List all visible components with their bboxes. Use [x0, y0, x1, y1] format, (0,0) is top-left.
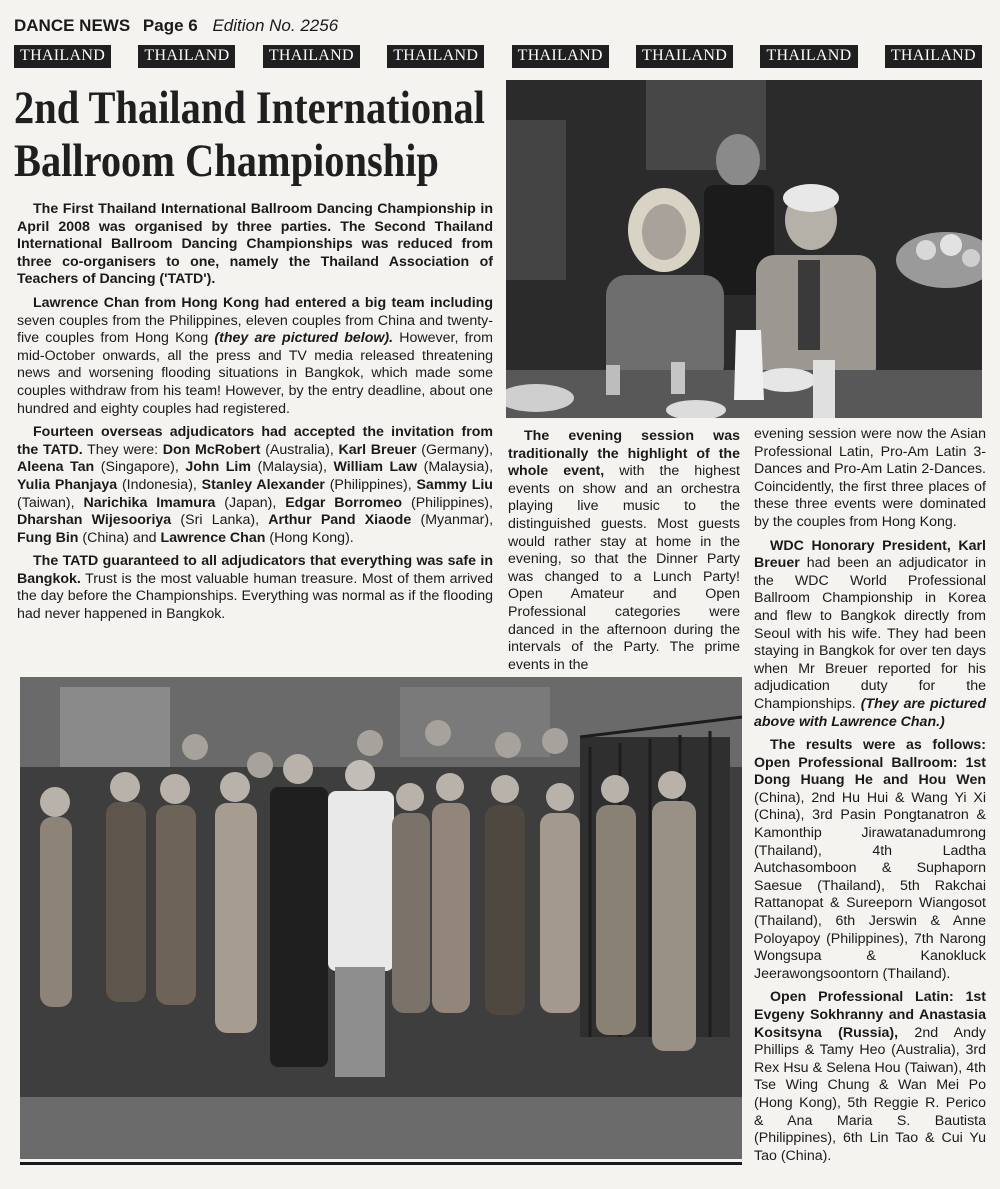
- page-bottom-rule: [20, 1162, 742, 1165]
- intro-text: The First Thailand International Ballroom Dancing Championship in April 2008 was organised by three parties. The Second Thailand International Ballroom Dancing Championships was reduced from three co-organisers to one, namely the Thailand Association of Teachers of Dancing ('TATD').: [17, 201, 493, 288]
- adjudicator-country: (Philippines): [329, 476, 408, 493]
- adjudicator-country: (Indonesia): [121, 476, 193, 493]
- adjudicator-name: John Lim: [185, 459, 251, 476]
- adjudicator-country: (Myanmar): [420, 512, 490, 529]
- page-number: Page 6: [142, 16, 198, 35]
- country-tag: THAILAND: [760, 45, 857, 68]
- country-tag: THAILAND: [263, 45, 360, 68]
- latin-results-text: 2nd Andy Phillips & Tamy Heo (Australia), 3rd Rex Hsu & Selena Hou (Taiwan), 4th Tse Wing Chung & Wan Mei Po (Hong Kong), 5th Reggie R. Perico & Ana Maria S. Bautista (Philippines), 6th Lin Tao & Cui Yu Tao (China).: [754, 1024, 986, 1164]
- safety-text: Trust is the most valuable human treasure. Most of them arrived the day before the Championships. Everything was normal as if the flooding had never happened in Bangkok.: [17, 570, 493, 623]
- adjudicator-country: (Philippines): [410, 494, 490, 511]
- breuer-paragraph: [754, 538, 986, 732]
- country-tag-bar: [14, 45, 982, 68]
- adjudicator-name: Fung Bin: [17, 529, 79, 546]
- article-headline: [14, 82, 485, 188]
- evening-paragraph: [508, 428, 740, 674]
- adjudicator-name: Yulia Phanjaya: [17, 476, 118, 493]
- country-tag: THAILAND: [885, 45, 982, 68]
- evening-continued-paragraph: evening session were now the Asian Professional Latin, Pro-Am Latin 3-Dances and Pro-Am Latin 2-Dances. Coincidently, the first three places of these three events were dominated by the couples from Hong Kong.: [754, 426, 986, 530]
- adjudicators-intro: They were:: [82, 441, 163, 458]
- team-paragraph: [17, 295, 493, 418]
- adjudicator-name: Lawrence Chan: [160, 529, 266, 546]
- evening-text: with the highest events on show and an orchestra playing live music to the distinguished guests. Most guests would rather stay at home in the evening, so that the Dinner Party was changed to a Lunch Party! Open Amateur and Open Professional categories were danced in the afternoon during the intervals of the Party. The prime events in the: [508, 463, 740, 673]
- photo-guests-dinner: [506, 80, 982, 418]
- country-tag: THAILAND: [387, 45, 484, 68]
- adjudicator-country: (China): [82, 529, 129, 546]
- country-tag: THAILAND: [14, 45, 111, 68]
- breuer-photo-note: (They are pictured above with Lawrence Chan.): [754, 695, 986, 730]
- country-tag: THAILAND: [138, 45, 235, 68]
- adjudicator-country: (Australia): [265, 441, 330, 458]
- breuer-lead: WDC Honorary President, Karl Breuer: [754, 537, 986, 572]
- adjudicator-name: Dharshan Wijesooriya: [17, 512, 172, 529]
- breuer-text: had been an adjudicator in the WDC World Professional Ballroom Championship in Korea and flew to Bangkok directly from Seoul with his wife. They had been staying in Bangkok for over ten days when Mr Breuer reported for his adjudication duty for the Championships.: [754, 555, 986, 712]
- article-column-3: [754, 426, 986, 1171]
- adjudicators-paragraph: Fourteen overseas adjudicators had accepted the invitation from the TATD. They were: Don McRobert (Australia), Karl Breuer (Germany), Aleena Tan (Singapore), John Lim (Malaysia), William Law (Malaysia), Yulia Phanjaya (Indonesia), Stanley Alexander (Philippines), Sammy Liu (Taiwan), Narichika Imamura (Japan), Edgar Borromeo (Philippines), Dharshan Wijesooriya (Sri Lanka), Arthur Pand Xiaode (Myanmar), Fung Bin (China) and Lawrence Chan (Hong Kong).: [17, 424, 494, 546]
- team-text: seven couples from the Philippines, eleven couples from China and twenty-five couples from Hong Kong: [17, 312, 493, 347]
- adjudicator-country: (Japan): [224, 494, 273, 511]
- intro-paragraph: [17, 201, 493, 289]
- guests-photo-illustration: [506, 80, 982, 418]
- article-column-2: [508, 428, 740, 680]
- photo-team-group: [20, 677, 742, 1159]
- country-tag: THAILAND: [512, 45, 609, 68]
- latin-results-paragraph: [754, 989, 986, 1165]
- adjudicator-name: Stanley Alexander: [201, 476, 325, 493]
- adjudicator-name: Don McRobert: [162, 441, 261, 458]
- adjudicators-lead: Fourteen overseas adjudicators had accepted the invitation from the TATD.: [17, 424, 493, 458]
- adjudicator-country: (Germany): [421, 441, 490, 458]
- adjudicator-country: (Singapore): [100, 459, 175, 476]
- adjudicator-name: Edgar Borromeo: [285, 494, 403, 511]
- adjudicator-name: Aleena Tan: [17, 459, 95, 476]
- page-header: [14, 16, 338, 36]
- headline-line-1: 2nd Thailand International: [14, 82, 485, 134]
- adjudicator-country: (Malaysia): [423, 459, 490, 476]
- ballroom-results-paragraph: [754, 737, 986, 983]
- ballroom-results-text: (China), 2nd Hu Hui & Wang Yi Xi (China), 3rd Pasin Pongtanatron & Kamonthip Jirawatanadumrong (Thailand), 4th Ladtha Autchasomboon & Suphaporn Saesue (Thailand), 5th Rakchai Rattanopat & Sureeporn Wiangosot (Thailand), 6th Jerswin & Anne Poloyapoy (Philippines), 7th Narong Wongsupa & Kanokluck Jeerawongsoontorn (Thailand).: [754, 789, 986, 982]
- adjudicator-country: (Sri Lanka): [180, 512, 256, 529]
- team-photo-note: (they are pictured below).: [214, 330, 394, 347]
- safety-lead: The TATD guaranteed to all adjudicators that everything was safe in Bangkok.: [17, 553, 493, 587]
- team-lead: Lawrence Chan from Hong Kong had entered a big team including: [33, 294, 493, 311]
- article-column-1: [17, 201, 493, 630]
- adjudicator-name: Arthur Pand Xiaode: [268, 512, 412, 529]
- adjudicator-name: Sammy Liu: [416, 476, 493, 493]
- team-rest: However, from mid-October onwards, all the press and TV media released threatening news and worsening flooding situations in Bangkok, which made some couples withdraw from his team! However, by the entry deadline, about one hundred and eighty couples had registered.: [17, 330, 493, 417]
- adjudicator-country: (Taiwan): [17, 494, 71, 511]
- evening-lead: The evening session was traditionally the highlight of the whole event,: [508, 428, 740, 480]
- safety-paragraph: [17, 553, 493, 623]
- ballroom-results-lead: The results were as follows: Open Professional Ballroom: 1st Dong Huang He and Hou Wen: [754, 737, 986, 789]
- team-photo-illustration: [20, 677, 742, 1159]
- adjudicator-country: (Malaysia): [257, 459, 323, 476]
- latin-results-lead: Open Professional Latin: 1st Evgeny Sokhranny and Anastasia Kositsyna (Russia),: [754, 989, 986, 1041]
- adjudicator-name: Karl Breuer: [338, 441, 417, 458]
- edition-number: Edition No. 2256: [212, 16, 339, 35]
- country-tag: THAILAND: [636, 45, 733, 68]
- adjudicator-name: William Law: [333, 459, 418, 476]
- and-word: and: [132, 529, 157, 546]
- adjudicator-country: (Hong Kong).: [269, 529, 354, 546]
- headline-line-2: Ballroom Championship: [14, 135, 439, 187]
- adjudicator-name: Narichika Imamura: [83, 494, 216, 511]
- publication-name: DANCE NEWS: [14, 16, 131, 35]
